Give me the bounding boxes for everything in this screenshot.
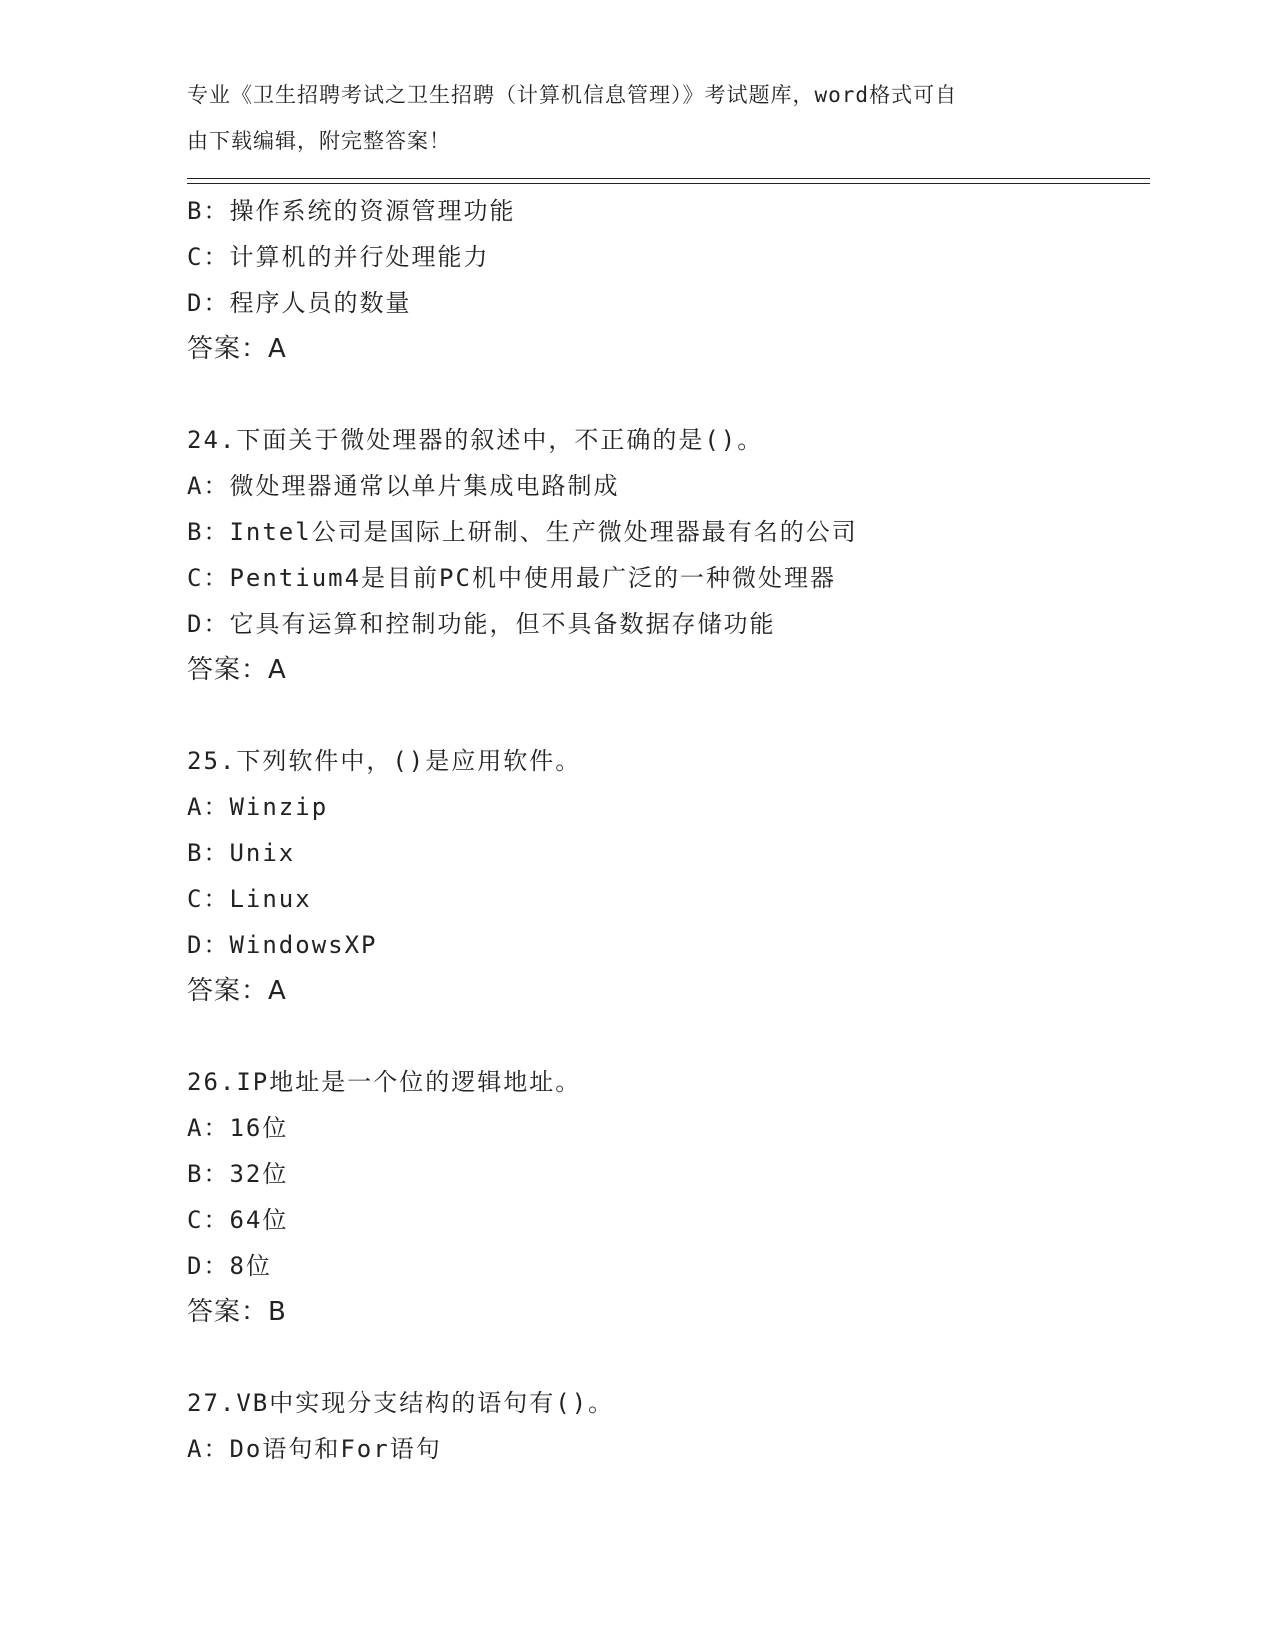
question-stem: 25.下列软件中，()是应用软件。 <box>187 747 582 775</box>
option-d: D：程序人员的数量 <box>187 289 412 317</box>
option-a: A：Winzip <box>187 793 329 821</box>
question-list <box>187 188 1187 1472</box>
document-header <box>187 72 1067 164</box>
option-a: A：微处理器通常以单片集成电路制成 <box>187 472 620 500</box>
question-24 <box>187 417 1187 693</box>
answer: 答案：A <box>187 976 287 1006</box>
question-25 <box>187 738 1187 1014</box>
header-divider-bottom <box>187 183 1150 184</box>
option-b: B：操作系统的资源管理功能 <box>187 197 516 225</box>
question-stem: 24.下面关于微处理器的叙述中，不正确的是()。 <box>187 426 764 454</box>
option-a: A：16位 <box>187 1114 289 1142</box>
option-c: C：Pentium4是目前PC机中使用最广泛的一种微处理器 <box>187 564 836 592</box>
option-c: C：计算机的并行处理能力 <box>187 243 490 271</box>
question-27 <box>187 1380 1187 1472</box>
question-stem: 27.VB中实现分支结构的语句有()。 <box>187 1389 615 1417</box>
header-line-1: 专业《卫生招聘考试之卫生招聘（计算机信息管理）》考试题库，word格式可自 <box>187 83 958 107</box>
header-divider-top <box>187 178 1150 179</box>
option-a: A：Do语句和For语句 <box>187 1435 442 1463</box>
question-26 <box>187 1059 1187 1335</box>
option-b: B：Unix <box>187 839 296 867</box>
option-d: D：8位 <box>187 1252 272 1280</box>
answer: 答案：A <box>187 655 287 685</box>
question-stem: 26.IP地址是一个位的逻辑地址。 <box>187 1068 582 1096</box>
question-23-continued <box>187 188 1187 372</box>
header-line-2: 由下载编辑，附完整答案！ <box>187 129 451 153</box>
option-c: C：64位 <box>187 1206 289 1234</box>
option-d: D：它具有运算和控制功能，但不具备数据存储功能 <box>187 610 776 638</box>
answer: 答案：B <box>187 1297 287 1327</box>
option-c: C：Linux <box>187 885 312 913</box>
answer: 答案：A <box>187 334 287 364</box>
option-b: B：32位 <box>187 1160 289 1188</box>
option-b: B：Intel公司是国际上研制、生产微处理器最有名的公司 <box>187 518 858 546</box>
option-d: D：WindowsXP <box>187 931 378 959</box>
